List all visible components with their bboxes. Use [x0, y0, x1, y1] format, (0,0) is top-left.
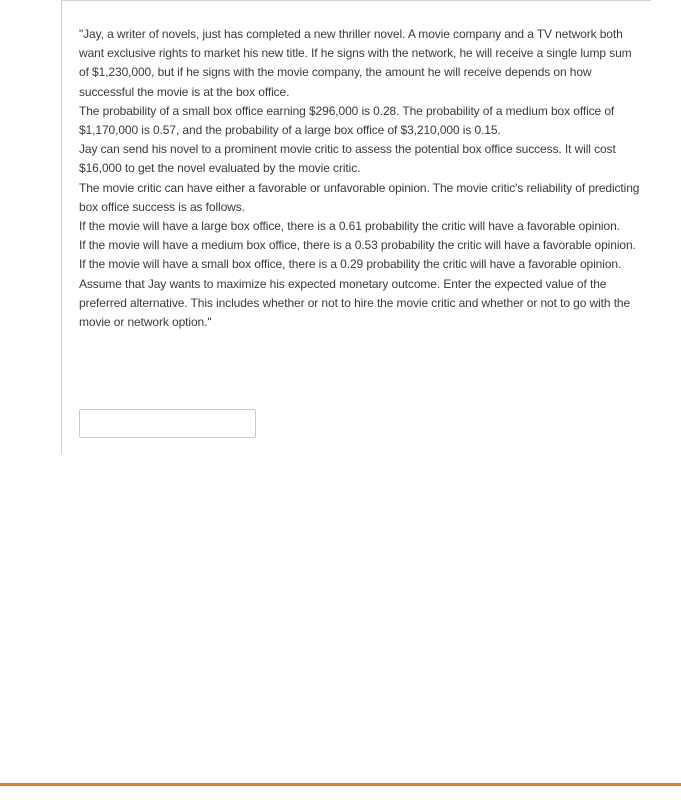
question-text — [79, 25, 644, 332]
question-paragraph: If the movie will have a large box office, there is a 0.61 probability the critic will have a favorable opinion. — [79, 219, 620, 234]
question-paragraph: The probability of a small box office earning $296,000 is 0.28. The probability of a medium box office of $1,170,000 is 0.57, and the probability of a large box office of $3,210,000 is 0.15. — [79, 103, 615, 138]
footer-accent-rule — [0, 783, 681, 786]
question-paragraph: Assume that Jay wants to maximize his expected monetary outcome. Enter the expected value of the preferred alternative. This includes whether or not to hire the movie critic and whether or not to go with the movie or network option." — [79, 276, 631, 330]
panel-top-border — [61, 0, 651, 1]
answer-input[interactable] — [79, 409, 256, 438]
question-paragraph: "Jay, a writer of novels, just has completed a new thriller novel. A movie company and a TV network both want exclusive rights to market his new title. If he signs with the network, he will receive a single lump sum of $1,230,000, but if he signs with the movie company, the amount he will receive depends on how successful the movie is at the box office. — [79, 27, 632, 99]
question-paragraph: If the movie will have a medium box office, there is a 0.53 probability the critic will have a favorable opinion. — [79, 238, 636, 253]
question-paragraph: Jay can send his novel to a prominent movie critic to assess the potential box office success. It will cost $16,000 to get the novel evaluated by the movie critic. — [79, 142, 616, 176]
panel-left-border — [61, 0, 62, 454]
question-paragraph: The movie critic can have either a favorable or unfavorable opinion. The movie critic's reliability of predicting box office success is as follows. — [79, 180, 640, 214]
question-paragraph: If the movie will have a small box office, there is a 0.29 probability the critic will have a favorable opinion. — [79, 257, 622, 272]
